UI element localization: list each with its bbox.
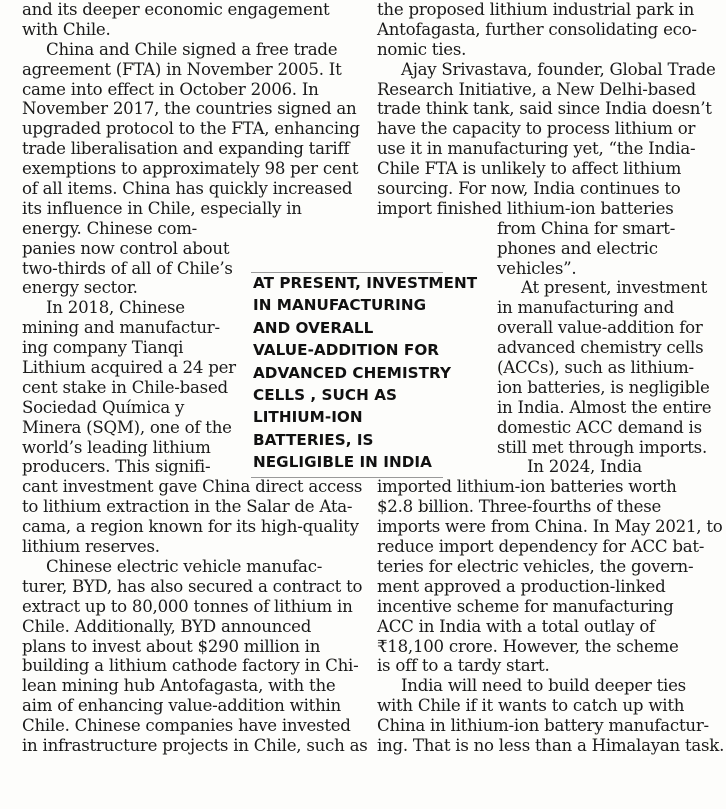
text-line: IN MANUFACTURING — [253, 296, 427, 315]
text-line: extract up to 80,000 tonnes of lithium in — [22, 596, 353, 616]
text-line: LITHIUM-ION — [253, 408, 363, 427]
text-line: Antofagasta, further consolidating eco- — [377, 19, 697, 39]
text-line: Chinese electric vehicle manufac- — [46, 556, 323, 576]
text-line: in India. Almost the entire — [497, 397, 712, 417]
text-line: have the capacity to process lithium or — [377, 119, 696, 139]
text-line: advanced chemistry cells — [497, 338, 704, 358]
text-line: its influence in Chile, especially in — [22, 198, 302, 218]
text-line: lithium reserves. — [22, 537, 160, 557]
text-line: reduce import dependency for ACC bat- — [377, 537, 705, 557]
text-line: (ACCs), such as lithium- — [497, 358, 694, 378]
text-line: energy. Chinese com- — [22, 218, 198, 238]
text-line: world’s leading lithium — [22, 437, 211, 457]
text-line: is off to a tardy start. — [377, 656, 550, 676]
text-line: Chile. Additionally, BYD announced — [22, 616, 312, 636]
text-line: Research Initiative, a New Delhi-based — [377, 79, 696, 99]
text-line: At present, investment — [521, 278, 708, 298]
text-line: $2.8 billion. Three-fourths of these — [377, 497, 662, 517]
text-line: In 2024, India — [527, 457, 642, 477]
text-line: building a lithium cathode factory in Chi- — [22, 656, 359, 676]
text-line: nomic ties. — [377, 39, 467, 59]
text-line: cant investment gave China direct access — [22, 477, 363, 497]
text-line: cent stake in Chile-based — [22, 377, 228, 397]
text-line: exemptions to approximately 98 per cent — [22, 159, 359, 179]
text-line: VALUE-ADDITION FOR — [253, 341, 440, 360]
text-line: of all items. China has quickly increased — [22, 179, 353, 199]
text-line: import finished lithium-ion batteries — [377, 198, 674, 218]
text-line: ing company Tianqi — [22, 338, 184, 358]
text-line: sourcing. For now, India continues to — [377, 179, 681, 199]
text-line: incentive scheme for manufacturing — [377, 596, 674, 616]
text-line: plans to invest about $290 million in — [22, 636, 321, 656]
text-line: with Chile. — [22, 19, 111, 39]
pull-quote-text — [253, 272, 477, 474]
text-line: Chile FTA is unlikely to affect lithium — [377, 159, 682, 179]
text-line: CELLS , SUCH AS — [253, 385, 398, 404]
text-line: Ajay Srivastava, founder, Global Trade — [401, 59, 716, 79]
text-line: imported lithium-ion batteries worth — [377, 477, 677, 497]
text-line: trade think tank, said since India doesn’t — [377, 99, 712, 119]
text-line: upgraded protocol to the FTA, enhancing — [22, 119, 360, 139]
text-line: cama, a region known for its high-quality — [22, 517, 359, 537]
text-line: to lithium extraction in the Salar de Ata- — [22, 497, 353, 517]
text-line: and its deeper economic engagement — [22, 0, 330, 19]
pull-quote — [253, 272, 477, 474]
text-line: in manufacturing and — [497, 298, 674, 318]
text-line: panies now control about — [22, 238, 230, 258]
text-line: trade liberalisation and expanding tariff — [22, 139, 350, 159]
text-line: November 2017, the countries signed an — [22, 99, 357, 119]
text-line: still met through imports. — [497, 437, 707, 457]
text-line: ion batteries, is negligible — [497, 377, 710, 397]
text-line: China and Chile signed a free trade — [46, 39, 338, 59]
text-line: ing. That is no less than a Himalayan task. — [377, 735, 725, 755]
text-line: India will need to build deeper ties — [401, 676, 686, 696]
text-line: turer, BYD, has also secured a contract to — [22, 576, 363, 596]
text-line: use it in manufacturing yet, “the India- — [377, 139, 696, 159]
text-line: Lithium acquired a 24 per — [22, 358, 236, 378]
text-line: ACC in India with a total outlay of — [377, 616, 655, 636]
text-line: overall value-addition for — [497, 318, 703, 338]
text-line: Sociedad Química y — [22, 397, 185, 417]
text-line: the proposed lithium industrial park in — [377, 0, 695, 19]
text-line: came into effect in October 2006. In — [22, 79, 319, 99]
text-line: two-thirds of all of Chile’s — [22, 258, 233, 278]
text-line: domestic ACC demand is — [497, 417, 702, 437]
text-line: agreement (FTA) in November 2005. It — [22, 59, 342, 79]
text-line: aim of enhancing value-addition within — [22, 696, 341, 716]
text-line: phones and electric — [497, 238, 658, 258]
text-line: lean mining hub Antofagasta, with the — [22, 676, 336, 696]
text-line: BATTERIES, IS — [253, 430, 374, 449]
text-line: China in lithium-ion battery manufactur- — [377, 716, 709, 736]
pull-quote-top-rule — [251, 272, 443, 273]
text-line: producers. This signifi- — [22, 457, 211, 477]
text-line: ADVANCED CHEMISTRY — [253, 363, 452, 382]
text-line: energy sector. — [22, 278, 138, 298]
text-line: with Chile if it wants to catch up with — [377, 696, 685, 716]
text-line: AT PRESENT, INVESTMENT — [253, 274, 478, 292]
text-line: Minera (SQM), one of the — [22, 417, 232, 437]
text-line: vehicles”. — [497, 258, 577, 278]
text-line: in infrastructure projects in Chile, such as — [22, 735, 368, 755]
text-line: In 2018, Chinese — [46, 298, 185, 318]
text-line: NEGLIGIBLE IN INDIA — [253, 453, 432, 472]
pull-quote-bottom-rule — [251, 477, 443, 478]
text-line: ment approved a production-linked — [377, 576, 666, 596]
text-line: teries for electric vehicles, the govern- — [377, 556, 694, 576]
text-line: mining and manufactur- — [22, 318, 220, 338]
text-line: imports were from China. In May 2021, to — [377, 517, 723, 537]
text-line: from China for smart- — [497, 218, 676, 238]
text-line: AND OVERALL — [253, 318, 374, 337]
text-line: Chile. Chinese companies have invested — [22, 716, 351, 736]
text-line: ₹18,100 crore. However, the scheme — [377, 636, 679, 656]
